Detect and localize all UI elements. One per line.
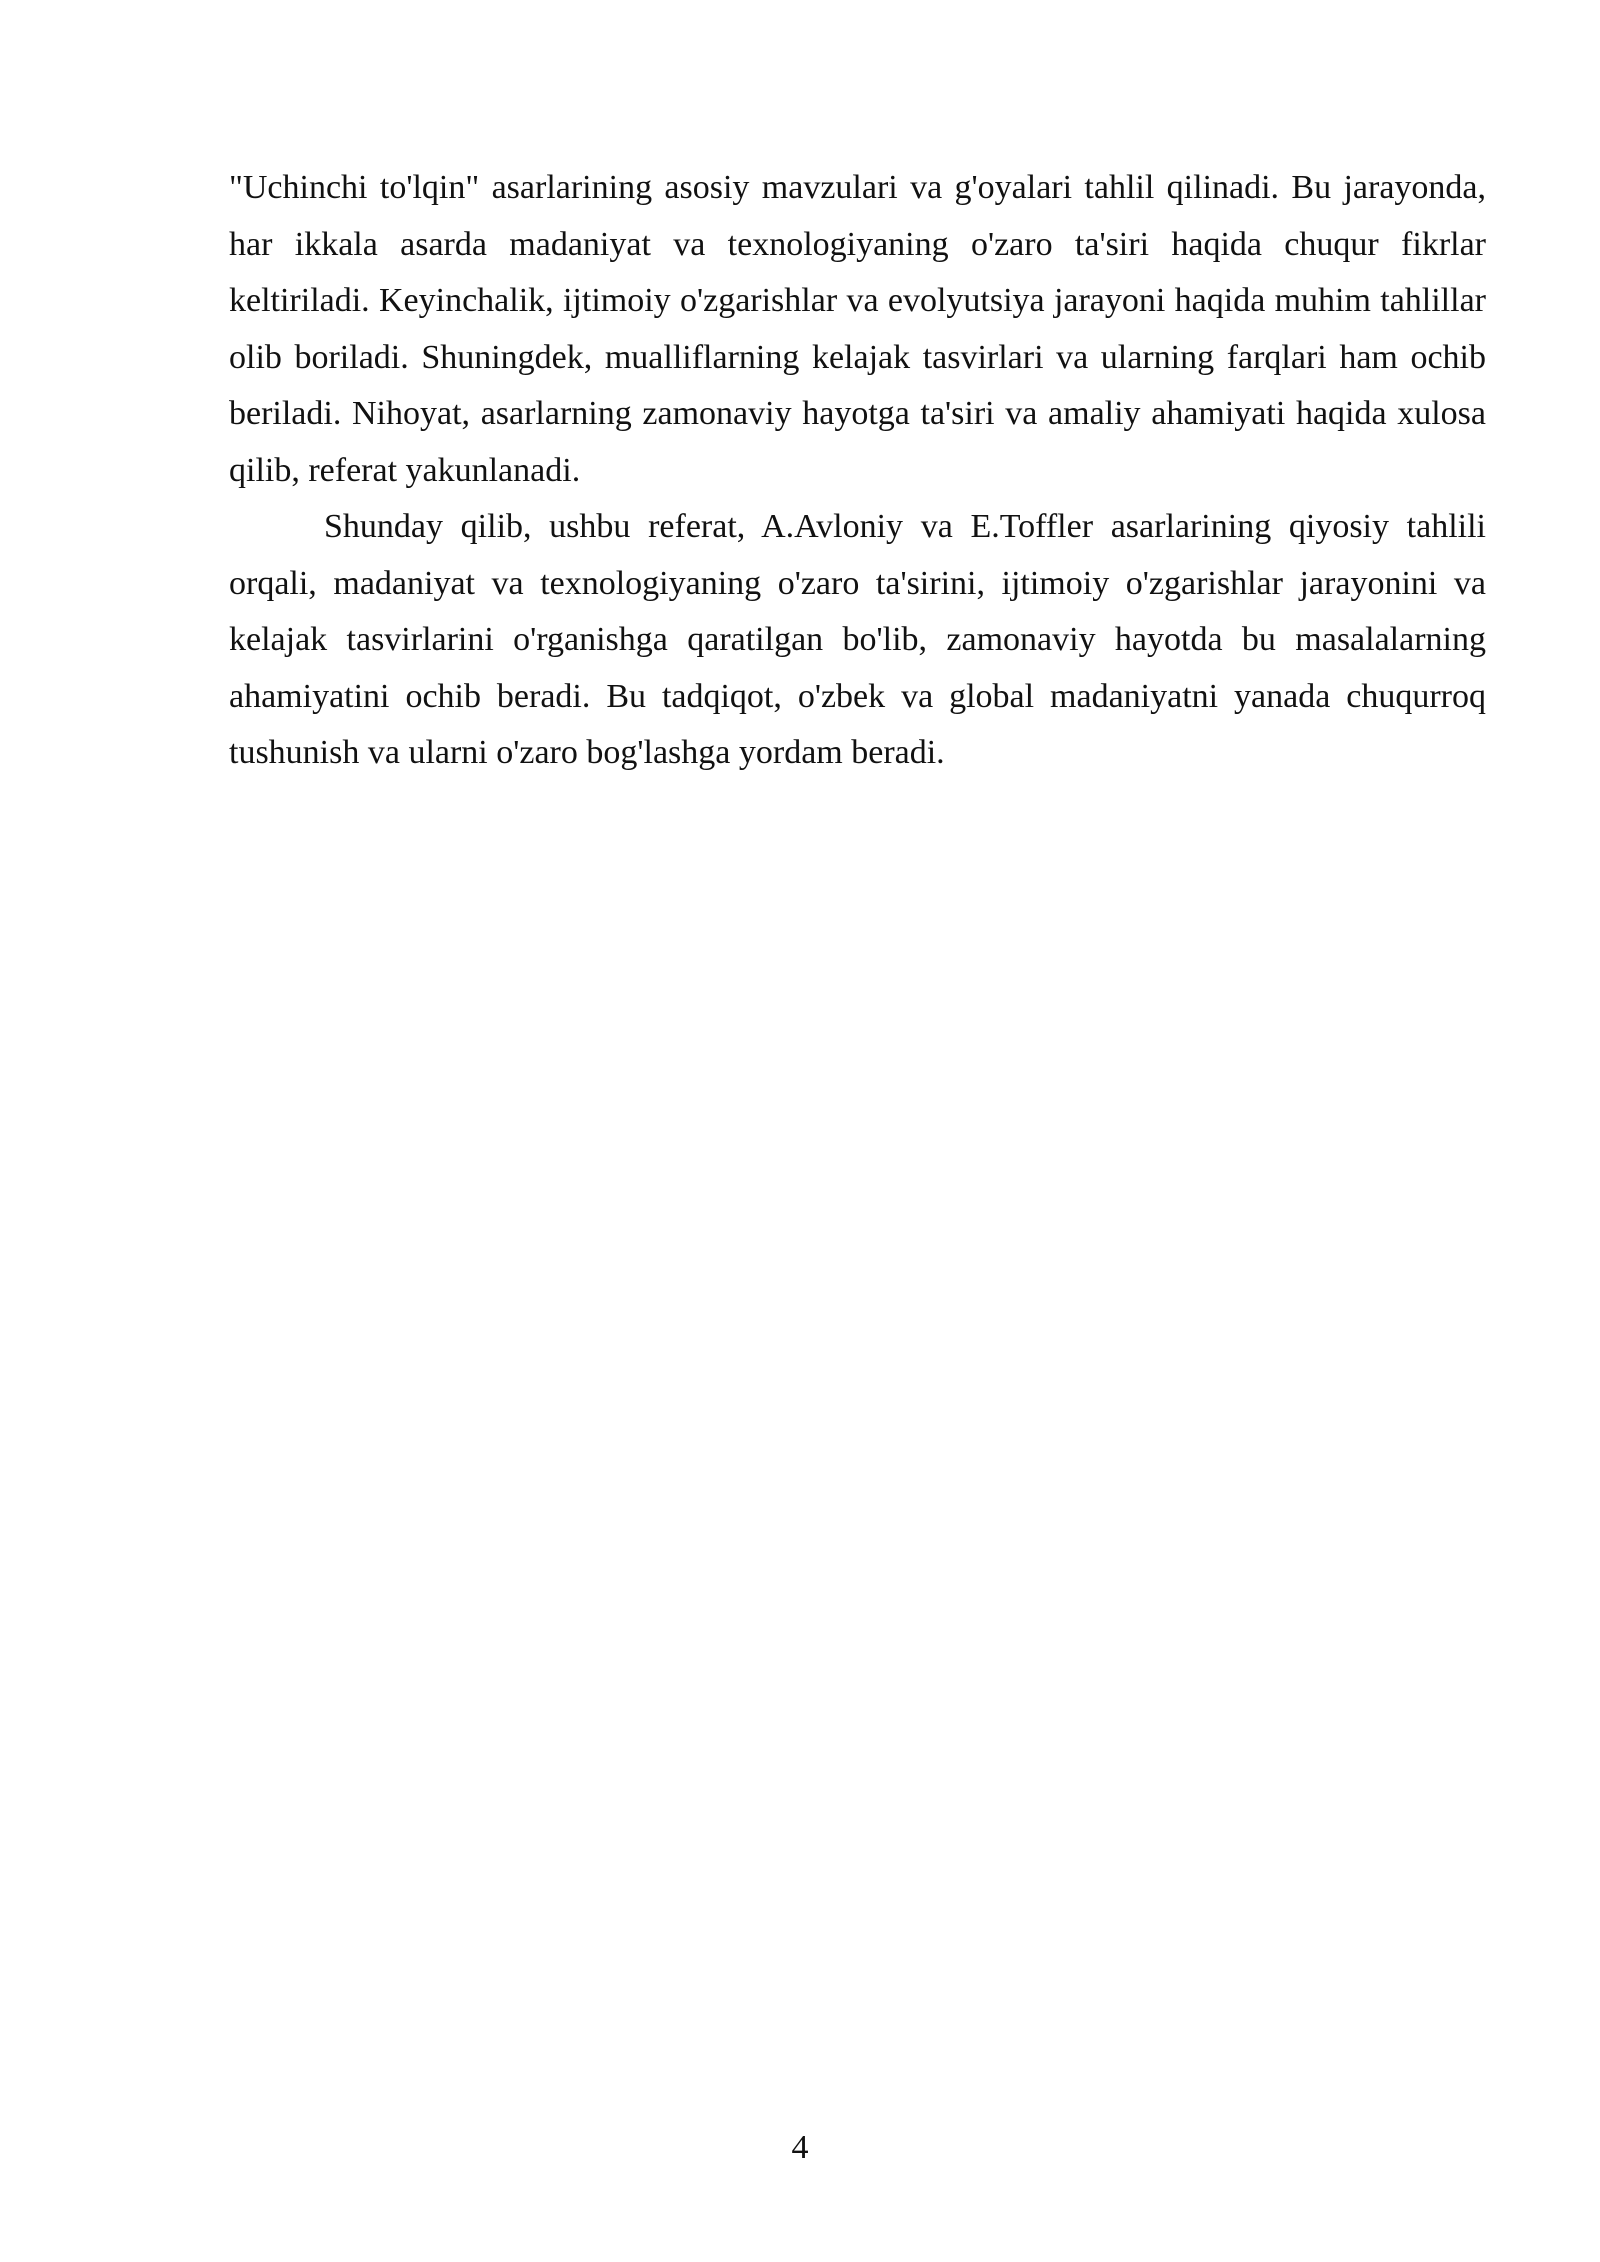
page-number: 4 [791, 2129, 809, 2166]
paragraph-conclusion: Shunday qilib, ushbu referat, A.Avloniy va E.Toffler asarlarining qiyosiy tahlili orqali, madaniyat va texnologiyaning o'zaro ta'sirini, ijtimoiy o'zgarishlar jarayonini va kelajak tasvirlarini o'rganishga qaratilgan bo'lib, zamonaviy hayotda bu masalalarning ahamiyatini ochib beradi. Bu tadqiqot, o'zbek va global madaniyatni yanada chuqurroq tushunish va ularni o'zaro bog'lashga yordam beradi. [229, 508, 1486, 771]
body-text [229, 160, 1486, 782]
paragraph-continuation: "Uchinchi to'lqin" asarlarining asosiy mavzulari va g'oyalari tahlil qilinadi. Bu jarayonda, har ikkala asarda madaniyat va texnologiyaning o'zaro ta'siri haqida chuqur fikrlar keltiriladi. Keyinchalik, ijtimoiy o'zgarishlar va evolyutsiya jarayoni haqida muhim tahlillar olib boriladi. Shuningdek, mualliflarning kelajak tasvirlari va ularning farqlari ham ochib beriladi. Nihoyat, asarlarning zamonaviy hayotga ta'siri va amaliy ahamiyati haqida xulosa qilib, referat yakunlanadi. [229, 169, 1486, 489]
